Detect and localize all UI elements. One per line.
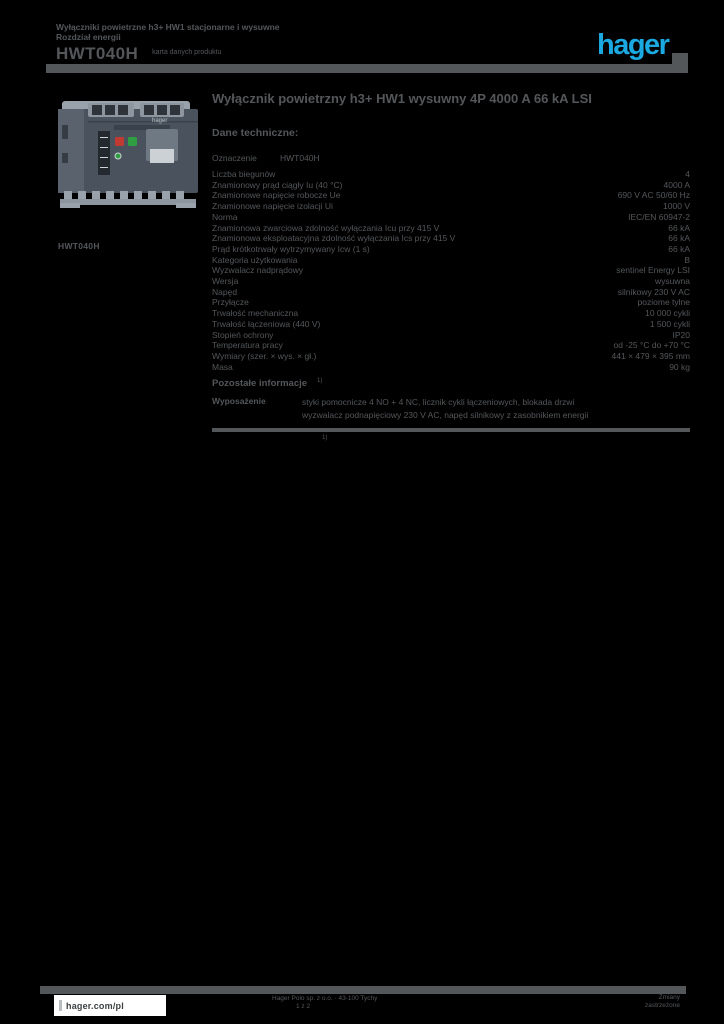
- section-technical-data: Dane techniczne:: [212, 127, 299, 139]
- header-line1: Wyłączniki powietrzne h3+ HW1 stacjonarne i wysuwne: [56, 22, 280, 32]
- table-row: [212, 212, 690, 223]
- reference-note: karta danych produktu: [152, 49, 222, 56]
- row-value: IEC/EN 60947-2: [628, 211, 690, 222]
- footer-note: Zmiany zastrzeżone: [644, 994, 680, 1009]
- row-label: Trwałość mechaniczna: [212, 308, 299, 319]
- row-label: Przyłącze: [212, 297, 249, 308]
- section-additional-info: Pozostałe informacje $^{1)}$: [212, 378, 323, 390]
- row-value: B: [684, 254, 690, 265]
- row-label: Napęd: [212, 286, 238, 297]
- table-row: [212, 180, 690, 191]
- row-value: 4: [685, 169, 690, 179]
- row-label: Znamionowy prąd ciągły Iu (40 °C): [212, 179, 343, 190]
- row-label: Znamionowe napięcie izolacji Ui: [212, 201, 333, 212]
- table-row: [212, 276, 690, 287]
- row-value: 66 kA: [668, 222, 690, 233]
- table-row: [212, 297, 690, 308]
- footnote-marker: 1): [317, 378, 323, 385]
- footer-website-box: [54, 995, 166, 1016]
- document-header: [56, 22, 280, 64]
- row-label: Norma: [212, 211, 238, 222]
- row-label: Znamionowa zwarciowa zdolność wyłączania Icu przy 415 V: [212, 222, 440, 233]
- footer-company-info: Hager Polo sp. z o.o. · 43-100 Tychy 1 z 2: [272, 995, 378, 1010]
- table-row: [212, 169, 690, 180]
- product-reference: HWT040H: [56, 44, 139, 63]
- table-row: [212, 265, 690, 276]
- spec-table: [212, 169, 690, 372]
- table-row: [212, 223, 690, 234]
- row-label: Masa: [212, 361, 233, 372]
- row-value: HWT040H: [280, 153, 320, 163]
- table-row: [212, 244, 690, 255]
- footer-bar: [40, 986, 686, 994]
- row-value: 1 500 cykli: [649, 318, 690, 329]
- hager-mark-icon: [59, 1000, 62, 1011]
- product-image: [52, 95, 204, 209]
- row-label: Stopień ochrony: [212, 329, 274, 340]
- row-value: poziome tylne: [637, 297, 690, 308]
- svg-text:hager: hager: [152, 118, 168, 124]
- row-label: Znamionowa eksploatacyjna zdolność wyłączania Ics przy 415 V: [212, 233, 456, 244]
- row-value: sentinel Energy LSI: [616, 265, 690, 276]
- row-value: 441 × 479 × 395 mm: [611, 350, 690, 361]
- table-row: [212, 330, 690, 341]
- row-label: Wymiary (szer. × wys. × gł.): [212, 350, 317, 361]
- row-value: wysuwna: [655, 276, 690, 287]
- table-row: [212, 308, 690, 319]
- row-value: silnikowy 230 V AC: [617, 286, 690, 297]
- hager-logo: hager: [597, 29, 669, 61]
- table-row: [212, 201, 690, 212]
- row-value: 10 000 cykli: [645, 308, 690, 319]
- product-image-caption: HWT040H: [58, 241, 100, 251]
- row-value: 90 kg: [669, 361, 690, 372]
- table-row: [212, 153, 690, 163]
- table-row: [212, 362, 690, 373]
- row-value: 66 kA: [668, 233, 690, 244]
- equipment-row: [212, 396, 690, 423]
- table-row: [212, 340, 690, 351]
- row-value: 66 kA: [668, 243, 690, 254]
- table-row: [212, 233, 690, 244]
- equipment-line: wyzwalacz podnapięciowy 230 V AC, napęd silnikowy z zasobnikiem energii: [302, 410, 589, 421]
- equipment-label: Wyposażenie: [212, 395, 266, 406]
- main-content: [212, 91, 690, 441]
- row-value: 1000 V: [663, 201, 690, 212]
- row-label: Wersja: [212, 276, 239, 287]
- equipment-line: styki pomocnicze 4 NO + 4 NC, licznik cykli łączeniowych, blokada drzwi: [302, 396, 575, 407]
- row-label: Kategoria użytkowania: [212, 254, 298, 265]
- row-label: Wyzwalacz nadprądowy: [212, 265, 304, 276]
- table-row: [212, 190, 690, 201]
- row-label: Liczba biegunów: [212, 169, 276, 179]
- table-row: [212, 255, 690, 266]
- row-label: Prąd krótkotrwały wytrzymywany Icw (1 s): [212, 243, 370, 254]
- header-line2: Rozdział energii: [56, 32, 121, 42]
- row-label: Temperatura pracy: [212, 340, 283, 351]
- table-row: [212, 319, 690, 330]
- row-value: 4000 A: [663, 179, 690, 190]
- row-label: Oznaczenie: [212, 153, 257, 163]
- table-row: [212, 351, 690, 362]
- table-bottom-rule: [212, 428, 690, 432]
- row-value: IP20: [672, 329, 690, 340]
- footnote: 1): [322, 434, 328, 441]
- header-divider: [46, 64, 688, 73]
- table-row: [212, 287, 690, 298]
- website-link[interactable]: hager.com/pl: [66, 1000, 124, 1011]
- page-title: Wyłącznik powietrzny h3+ HW1 wysuwny 4P 4000 A 66 kA LSI: [212, 91, 592, 106]
- row-value: 690 V AC 50/60 Hz: [617, 190, 690, 201]
- row-label: Trwałość łączeniowa (440 V): [212, 318, 321, 329]
- row-value: od -25 °C do +70 °C: [613, 340, 690, 351]
- row-label: Znamionowe napięcie robocze Ue: [212, 190, 341, 201]
